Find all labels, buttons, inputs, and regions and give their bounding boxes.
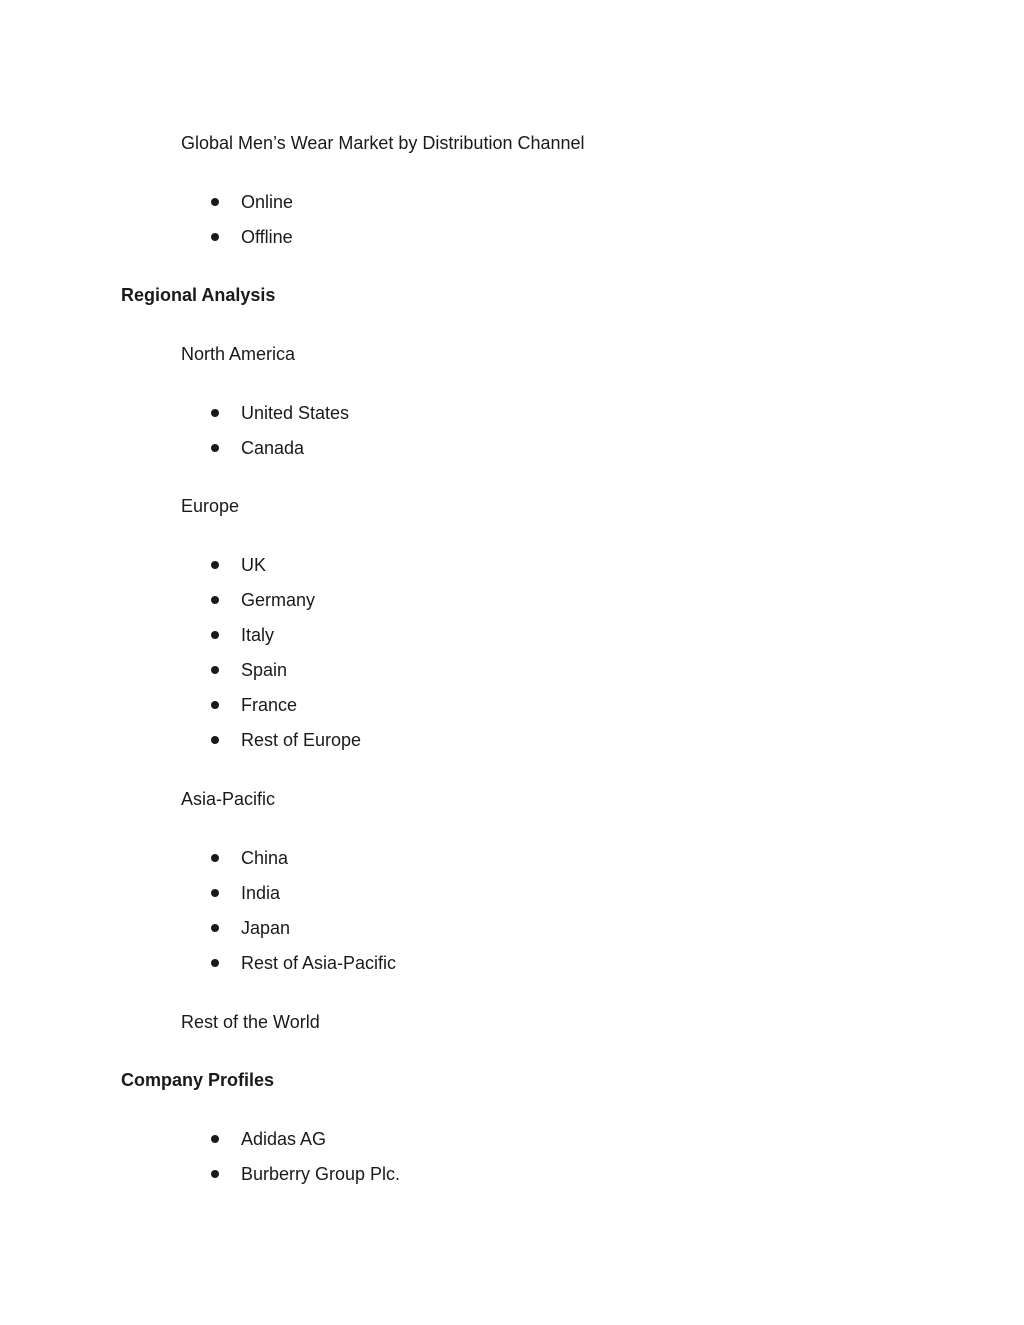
bullet-icon	[211, 1135, 219, 1143]
bullet-icon	[211, 444, 219, 452]
north-america-title: North America	[181, 344, 296, 364]
list-item-text: Rest of Asia-Pacific	[241, 953, 397, 973]
list-item-text: United States	[241, 403, 350, 423]
bullet-icon	[211, 233, 219, 241]
bullet-icon	[211, 198, 219, 206]
list-item-text: Canada	[241, 438, 305, 458]
list-item-text: Online	[241, 192, 294, 212]
asia-pacific-title: Asia-Pacific	[181, 789, 276, 809]
bullet-icon	[211, 959, 219, 967]
europe-title: Europe	[181, 496, 240, 516]
list-item-text: Rest of Europe	[241, 730, 362, 750]
rest-of-world-title: Rest of the World	[181, 1012, 320, 1032]
list-item-text: Germany	[241, 590, 316, 610]
bullet-icon	[211, 1170, 219, 1178]
bullet-icon	[211, 409, 219, 417]
bullet-icon	[211, 631, 219, 639]
distribution-title: Global Men’s Wear Market by Distribution Channel	[181, 133, 585, 153]
list-item-text: Burberry Group Plc.	[241, 1164, 401, 1184]
list-item-text: Offline	[241, 227, 293, 247]
list-item-text: France	[241, 695, 298, 715]
company-profiles-heading: Company Profiles	[121, 1070, 275, 1090]
list-item-text: Italy	[241, 625, 275, 645]
bullet-icon	[211, 889, 219, 897]
list-item-text: India	[241, 883, 281, 903]
list-item-text: Japan	[241, 918, 291, 938]
bullet-icon	[211, 736, 219, 744]
bullet-icon	[211, 924, 219, 932]
list-item-text: UK	[241, 555, 267, 575]
bullet-icon	[211, 701, 219, 709]
list-item-text: China	[241, 848, 289, 868]
bullet-icon	[211, 596, 219, 604]
bullet-icon	[211, 666, 219, 674]
list-item-text: Spain	[241, 660, 288, 680]
regional-analysis-heading: Regional Analysis	[121, 285, 276, 305]
list-item-text: Adidas AG	[241, 1129, 327, 1149]
bullet-icon	[211, 854, 219, 862]
bullet-icon	[211, 561, 219, 569]
